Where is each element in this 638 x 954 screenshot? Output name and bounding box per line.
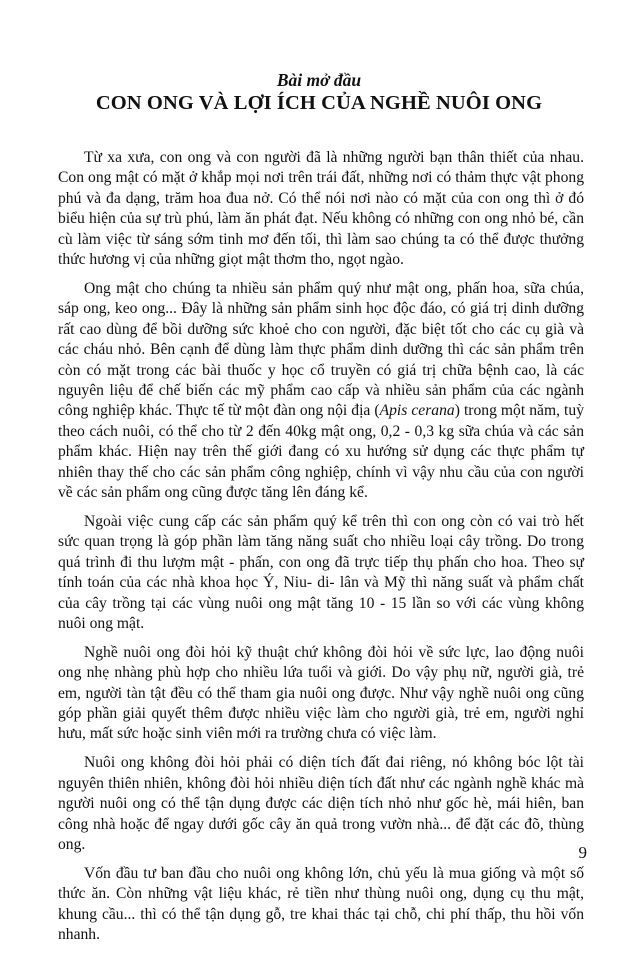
paragraph-4: Nghề nuôi ong đòi hỏi kỹ thuật chứ không đòi hỏi về sức lực, lao động nuôi ong nhẹ nhàng phù hợp cho nhiều lứa tuổi và giới. Do vậy phụ nữ, người già, trẻ em, người tàn tật đều có thể tham gia nuôi ong được. Như vậy nghề nuôi ong cũng góp phần giải quyết thêm được nhiều việc làm cho người già, trẻ em, người nghỉ hưu, mất sức hoặc sinh viên mới ra trường chưa có việc làm. (58, 643, 584, 743)
species-name: Apis cerana (379, 402, 455, 420)
paragraph-3: Ngoài việc cung cấp các sản phẩm quý kể trên thì con ong còn có vai trò hết sức quan trọng là góp phần làm tăng năng suất cho nhiều loại cây trồng. Do trong quá trình đi thu lượm mật - phấn, con ong đã trực tiếp thụ phấn cho hoa. Theo sự tính toán của các nhà khoa học Ý, Niu- di- lân và Mỹ thì năng suất và phẩm chất của cây trồng tại các vùng nuôi ong mật tăng 10 - 15 lần so với các vùng không nuôi ong mật. (58, 512, 584, 632)
paragraph-2-part-1: Ong mật cho chúng ta nhiều sản phẩm quý như mật ong, phấn hoa, sữa chúa, sáp ong, keo ong... Đây là những sản phẩm sinh học độc đáo, có giá trị dinh dưỡng rất cao dùng để bồi dưỡng sức khoẻ cho con người, đặc biệt tốt cho các cụ già và các cháu nhỏ. Bên cạnh để dùng làm thực phẩm dinh dưỡng thì các sản phẩm trên còn có mặt trong các bài thuốc y học cổ truyền có giá trị chữa bệnh cao, là các nguyên liệu để chế biến các mỹ phẩm cao cấp và nhiều sản phẩm của các ngành công nghiệp khác. Thực tế từ một đàn ong nội địa ( (58, 279, 584, 420)
paragraph-6: Vốn đầu tư ban đầu cho nuôi ong không lớn, chủ yếu là mua giống và một số thức ăn. Còn những vật liệu khác, rẻ tiền như thùng nuôi ong, dụng cụ thu mật, khung cầu... thì có thể tận dụng gỗ, tre khai thác tại chỗ, chi phí thấp, thu hồi vốn nhanh. (58, 864, 584, 944)
chapter-title: CON ONG VÀ LỢI ÍCH CỦA NGHỀ NUÔI ONG (95, 92, 543, 114)
paragraph-2 (58, 279, 584, 503)
paragraph-2-part-2: ) trong một năm, tuỳ theo cách nuôi, có thể cho từ 2 đến 40kg mật ong, 0,2 - 0,3 kg sữa chúa và các sản phẩm khác. Hiện nay trên thế giới đang có xu hướng sử dụng các thực phẩm tự nhiên thay thế cho các sản phẩm công nghiệp, chính vì vậy nhu cầu của con người về các sản phẩm ong cũng được tăng lên đáng kể. (58, 402, 584, 501)
paragraph-1: Từ xa xưa, con ong và con người đã là những người bạn thân thiết của nhau. Con ong mật có mặt ở khắp mọi nơi trên trái đất, những nơi có thảm thực vật phong phú và đa dạng, trăm hoa đua nở. Có thể nói nơi nào có mặt của con ong thì ở đó biểu hiện của sự trù phú, làm ăn phát đạt. Nếu không có những con ong nhỏ bé, cần cù làm việc từ sáng sớm tinh mơ đến tối, thì làm sao chúng ta có thể được thưởng thức hương vị của những giọt mật thơm tho, ngọt ngào. (58, 149, 584, 269)
page-number: 9 (578, 843, 587, 862)
paragraph-5: Nuôi ong không đòi hỏi phải có diện tích đất đai riêng, nó không bóc lột tài nguyên thiên nhiên, không đòi hỏi nhiều diện tích đất như các ngành nghề khác mà người nuôi ong có thể tận dụng được các diện tích nhỏ như gốc hè, mái hiên, ban công nhà hoặc để ngay dưới gốc cây ăn quả trong vườn nhà... để đặt các đõ, thùng ong. (58, 754, 584, 853)
body-text (58, 148, 584, 954)
chapter-subtitle: Bài mở đầu (276, 70, 362, 90)
